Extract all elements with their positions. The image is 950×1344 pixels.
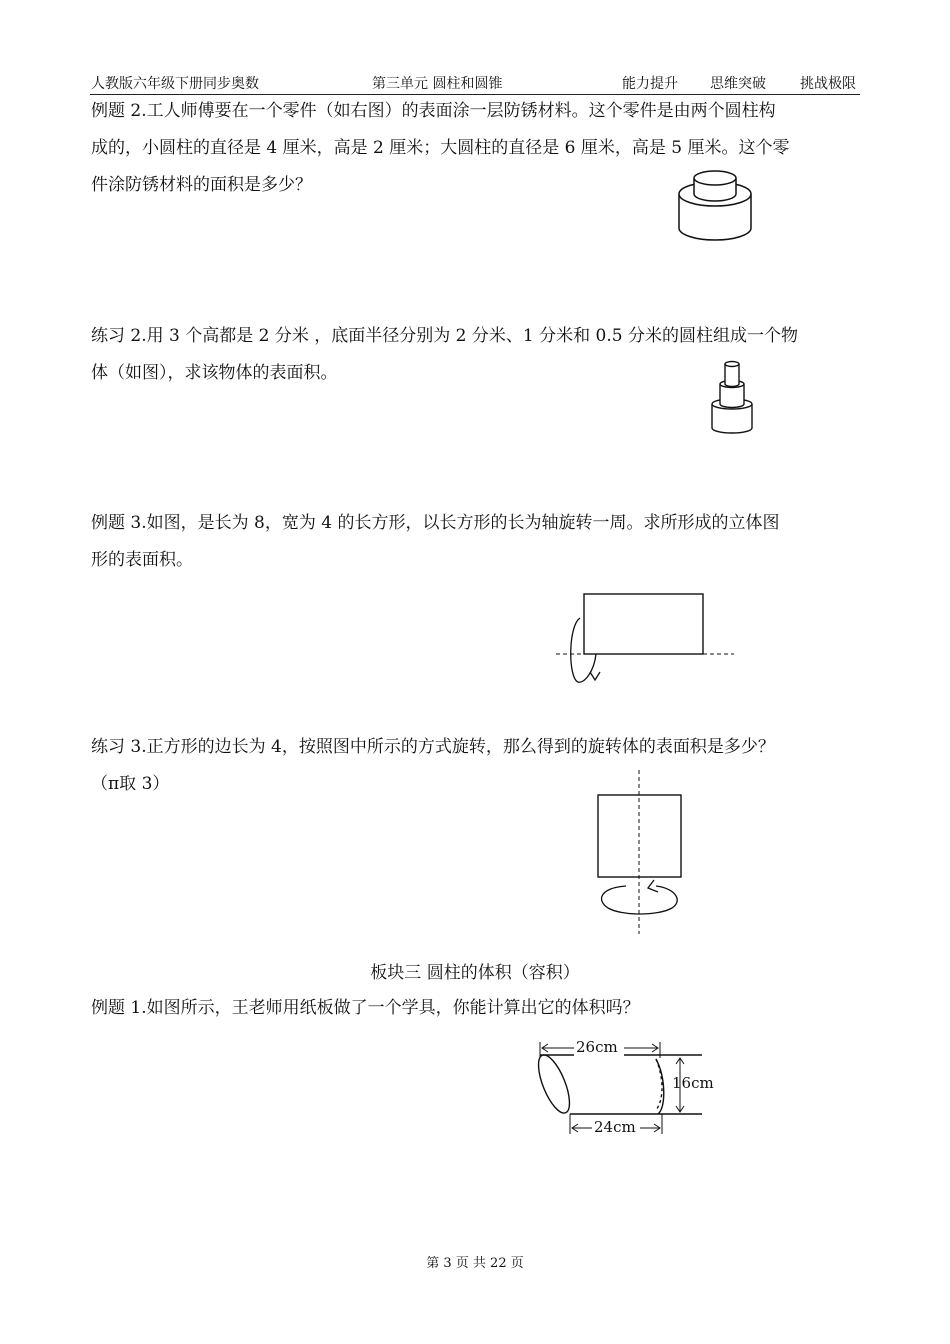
text-line: 形的表面积。 [91,550,193,570]
text-line: 例题 2.工人师傅要在一个零件（如右图）的表面涂一层防锈材料。这个零件是由两个圆柱构 [91,101,776,121]
text-line: 件涂防锈材料的面积是多少？ [91,175,312,195]
rotation-arrow-icon [571,618,600,682]
page-number: 第 3 页 共 22 页 [426,1256,524,1271]
text-line: 体（如图），求该物体的表面积。 [91,363,338,383]
three-cylinder-figure [708,352,756,436]
right-end-arc [656,1059,664,1114]
slanted-end [532,1051,576,1117]
header-tag-thinking: 思维突破 [710,76,766,92]
label-26cm: 26cm [576,1038,618,1056]
section-title: 板块三 圆柱的体积（容积） [370,963,580,983]
square-rotation-figure [592,768,692,938]
text-line: 成的，小圆柱的直径是 4 厘米，高是 2 厘米；大圆柱的直径是 6 厘米，高是 5 厘米。这个零 [91,138,790,158]
label-16cm: 16cm [672,1074,714,1092]
slanted-cylinder-figure [534,1028,724,1138]
text-line: （π取 3） [91,774,170,794]
two-cylinder-figure [676,166,756,246]
header-unit-title: 第三单元 圆柱和圆锥 [372,76,503,92]
header-tag-ability: 能力提升 [622,76,678,92]
practice-3-text [91,729,871,803]
text-line: 例题 3.如图，是长为 8，宽为 4 的长方形，以长方形的长为轴旋转一周。求所形成的立体图 [91,513,780,533]
rectangle-rotation-figure [550,588,740,688]
text-line: 练习 2.用 3 个高都是 2 分米 ，底面半径分别为 2 分米、1 分米和 0.5 分米的圆柱组成一个物 [91,326,798,346]
label-24cm: 24cm [594,1118,636,1136]
example-3-text [91,505,871,579]
example-1-volume-text [91,990,871,1027]
text-line: 练习 3.正方形的边长为 4，按照图中所示的方式旋转，那么得到的旋转体的表面积是多少？ [91,737,775,757]
header-tag-challenge: 挑战极限 [800,76,856,92]
text-line: 例题 1.如图所示，王老师用纸板做了一个学具，你能计算出它的体积吗？ [91,998,640,1018]
header-book-title: 人教版六年级下册同步奥数 [91,76,259,92]
rectangle [584,594,703,654]
